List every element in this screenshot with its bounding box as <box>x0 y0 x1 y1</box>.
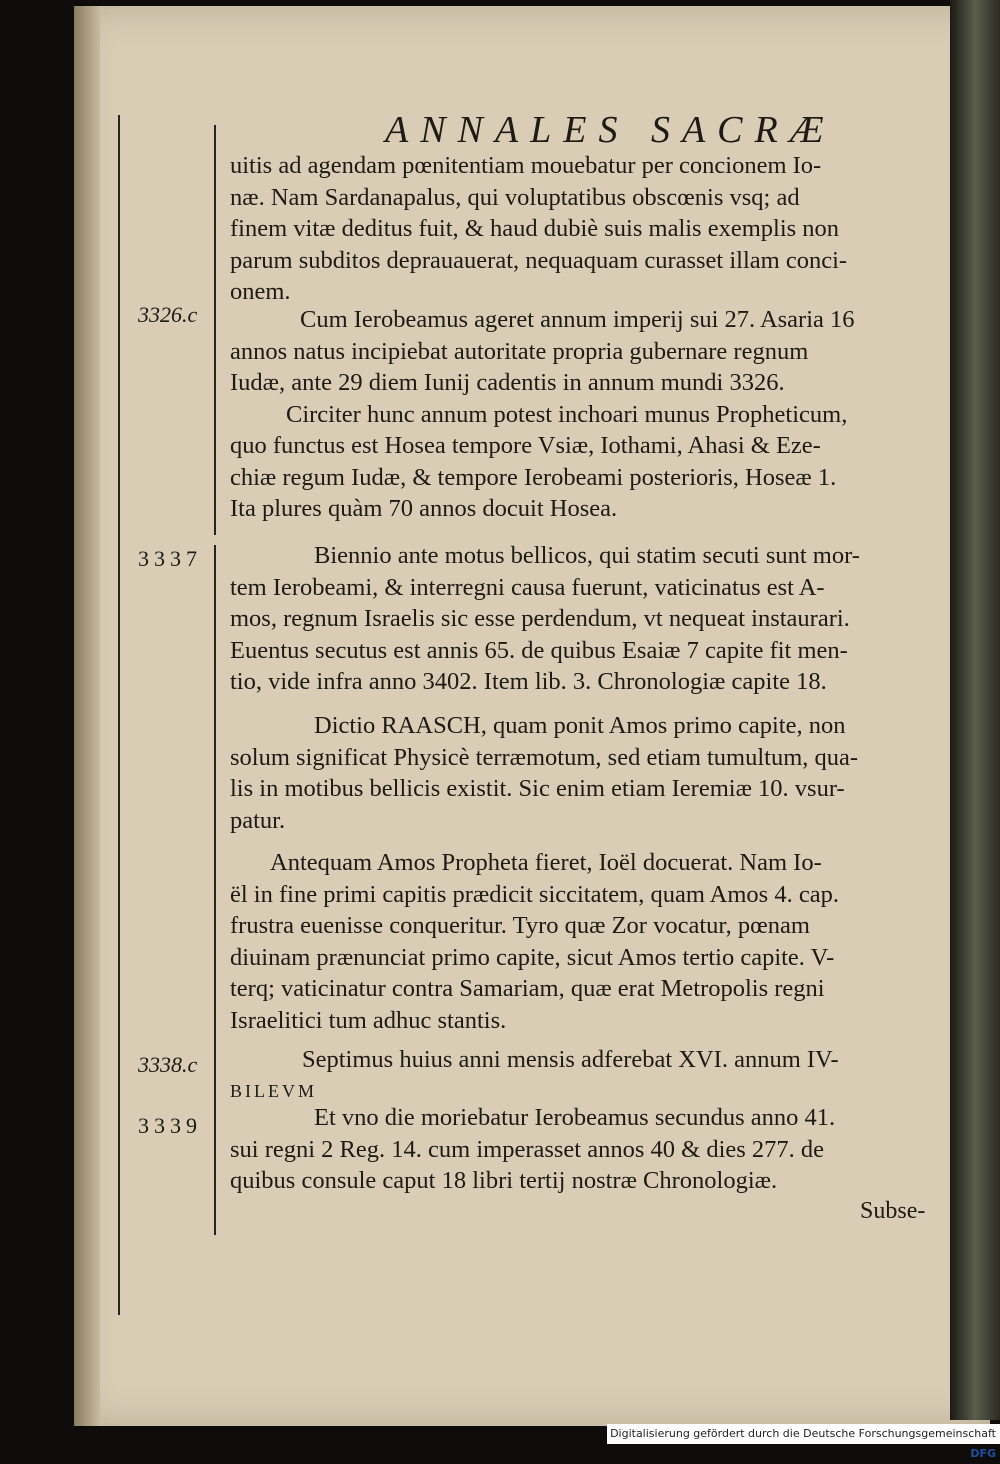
text-line: annos natus incipiebat autoritate propria gubernare regnum <box>230 337 809 365</box>
text-line: chiæ regum Iudæ, & tempore Ierobeami posterioris, Hoseæ 1. <box>230 463 837 491</box>
text-line: finem vitæ deditus fuit, & haud dubiè suis malis exemplis non <box>230 215 840 242</box>
page-gutter <box>74 6 100 1426</box>
footer-text: Digitalisierung gefördert durch die Deutsche Forschungsgemeinschaft <box>610 1427 996 1440</box>
text-line: Dictio RAASCH, quam ponit Amos primo capite, non <box>314 712 846 739</box>
dfg-logo-icon: DFG <box>970 1447 996 1460</box>
text-line: terq; vaticinatur contra Samariam, quæ erat Metropolis regni <box>230 975 825 1002</box>
text-line: BILEVM <box>230 1080 317 1101</box>
text-line: lis in motibus bellicis existit. Sic enim etiam Ieremiæ 10. vsur- <box>230 775 845 802</box>
margin-note: 3326.c <box>138 302 198 327</box>
text-line: tem Ierobeami, & interregni causa fuerunt, vaticinatus est A- <box>230 573 825 601</box>
text-line: uitis ad agendam pœnitentiam mouebatur per concionem Io- <box>230 152 822 179</box>
text-line: Ita plures quàm 70 annos docuit Hosea. <box>230 495 618 522</box>
text-line: frustra euenisse conqueritur. Tyro quæ Zor vocatur, pœnam <box>230 912 810 939</box>
paragraph <box>230 1102 948 1197</box>
footer-credit <box>607 1424 1000 1460</box>
text-line: Euentus secutus est annis 65. de quibus Esaiæ 7 capite fit men- <box>230 636 848 664</box>
paragraph <box>230 304 948 525</box>
text-line: Circiter hunc annum potest inchoari munus Propheticum, <box>286 400 848 428</box>
margin-rule-inner <box>214 545 216 1235</box>
text-line: parum subditos deprauauerat, nequaquam curasset illam conci- <box>230 246 848 274</box>
page-edge <box>950 0 1000 1420</box>
margin-note: 3338.c <box>138 1052 198 1077</box>
text-line: quibus consule caput 18 libri tertij nostræ Chronologiæ. <box>230 1167 778 1194</box>
text-line: næ. Nam Sardanapalus, qui voluptatibus obscœnis vsq; ad <box>230 183 800 211</box>
margin-rule-outer <box>118 115 120 1315</box>
text-line: Antequam Amos Propheta fieret, Ioël docuerat. Nam Io- <box>270 849 822 876</box>
text-line: onem. <box>230 278 291 305</box>
margin-note: 3339 <box>138 1113 202 1138</box>
paragraph <box>230 1044 948 1107</box>
text-line: Israelitici tum adhuc stantis. <box>230 1006 507 1034</box>
margin-note: 3337 <box>138 546 202 571</box>
paragraph <box>230 150 948 308</box>
text-line: patur. <box>230 806 286 834</box>
paragraph <box>230 540 948 698</box>
text-line: Biennio ante motus bellicos, qui statim secuti sunt mor- <box>314 542 860 569</box>
running-header: ANNALES SACRÆ <box>385 109 836 151</box>
text-line: Cum Ierobeamus ageret annum imperij sui 27. Asaria 16 <box>300 306 855 333</box>
catchword: Subse- <box>860 1198 926 1224</box>
text-line: solum significat Physicè terræmotum, sed etiam tumultum, qua- <box>230 743 859 771</box>
text-line: ël in fine primi capitis prædicit siccitatem, quam Amos 4. cap. <box>230 880 839 908</box>
text-line: mos, regnum Israelis sic esse perdendum, vt nequeat instaurari. <box>230 605 850 632</box>
text-line: Septimus huius anni mensis adferebat XVI. annum IV- <box>302 1046 839 1073</box>
text-line: Iudæ, ante 29 diem Iunij cadentis in annum mundi 3326. <box>230 369 785 396</box>
paragraph <box>230 847 948 1036</box>
text-line: quo functus est Hosea tempore Vsiæ, Iothami, Ahasi & Eze- <box>230 432 821 459</box>
text-line: Et vno die moriebatur Ierobeamus secundus anno 41. <box>314 1104 836 1131</box>
text-line: tio, vide infra anno 3402. Item lib. 3. Chronologiæ capite 18. <box>230 668 827 695</box>
paragraph <box>230 710 948 836</box>
text-line: sui regni 2 Reg. 14. cum imperasset annos 40 & dies 277. de <box>230 1135 825 1163</box>
text-line: diuinam prænunciat primo capite, sicut Amos tertio capite. V- <box>230 943 835 971</box>
margin-rule-inner <box>214 125 216 535</box>
